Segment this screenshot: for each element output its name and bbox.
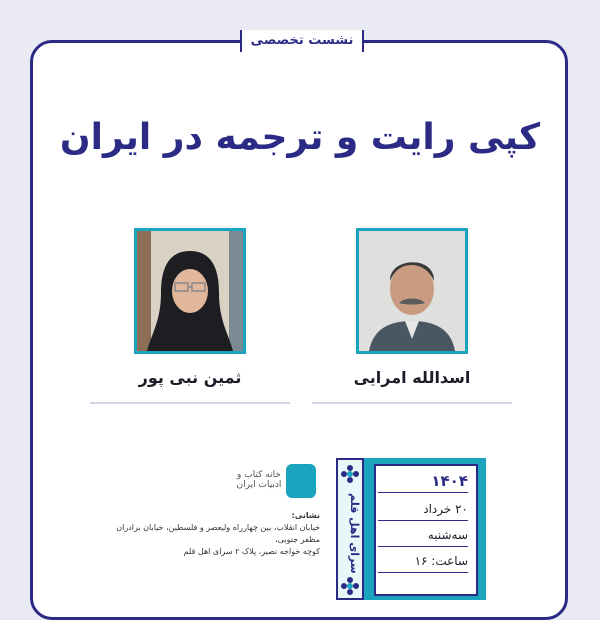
flower-ornament-bottom-icon bbox=[340, 576, 360, 596]
logo-mark-icon bbox=[286, 464, 316, 498]
speaker-divider-right bbox=[312, 402, 512, 404]
venue-name-vertical: سرای اهل قلم bbox=[348, 492, 361, 574]
address-label: نشانی: bbox=[291, 511, 320, 520]
venue-side-strip bbox=[336, 458, 364, 600]
speaker-divider-left bbox=[90, 402, 290, 404]
event-year: ۱۴۰۴ bbox=[378, 470, 468, 493]
speaker-photo-left bbox=[134, 228, 246, 354]
event-title: کپی رایت و ترجمه در ایران bbox=[59, 117, 541, 158]
panel-card bbox=[374, 464, 478, 596]
flower-ornament-icon bbox=[340, 464, 360, 484]
event-type-tag: نشست تخصصی bbox=[240, 30, 364, 52]
address-line-1: خیابان انقلاب، بین چهارراه ولیعصر و فلسطین، خیابان برادران مظفر جنوبی، bbox=[116, 523, 320, 544]
event-time: ساعت: ۱۶ bbox=[378, 550, 468, 573]
event-date: ۲۰ خرداد bbox=[378, 498, 468, 521]
logo-text: خانه کتاب و ادبیات ایران bbox=[236, 470, 282, 490]
speaker-portrait-right-icon bbox=[359, 231, 465, 351]
speaker-portrait-left-icon bbox=[137, 231, 243, 351]
event-details-panel bbox=[336, 458, 486, 600]
speaker-name-left: ثمین نبی پور bbox=[138, 368, 242, 387]
speaker-photo-right bbox=[356, 228, 468, 354]
publisher-logo bbox=[234, 462, 318, 502]
event-weekday: سه‌شنبه bbox=[378, 524, 468, 547]
address-line-2: کوچه خواجه نصیر، پلاک ۲ سرای اهل قلم bbox=[183, 547, 320, 556]
venue-address bbox=[100, 510, 320, 558]
speaker-name-right: اسدالله امرایی bbox=[353, 368, 471, 387]
